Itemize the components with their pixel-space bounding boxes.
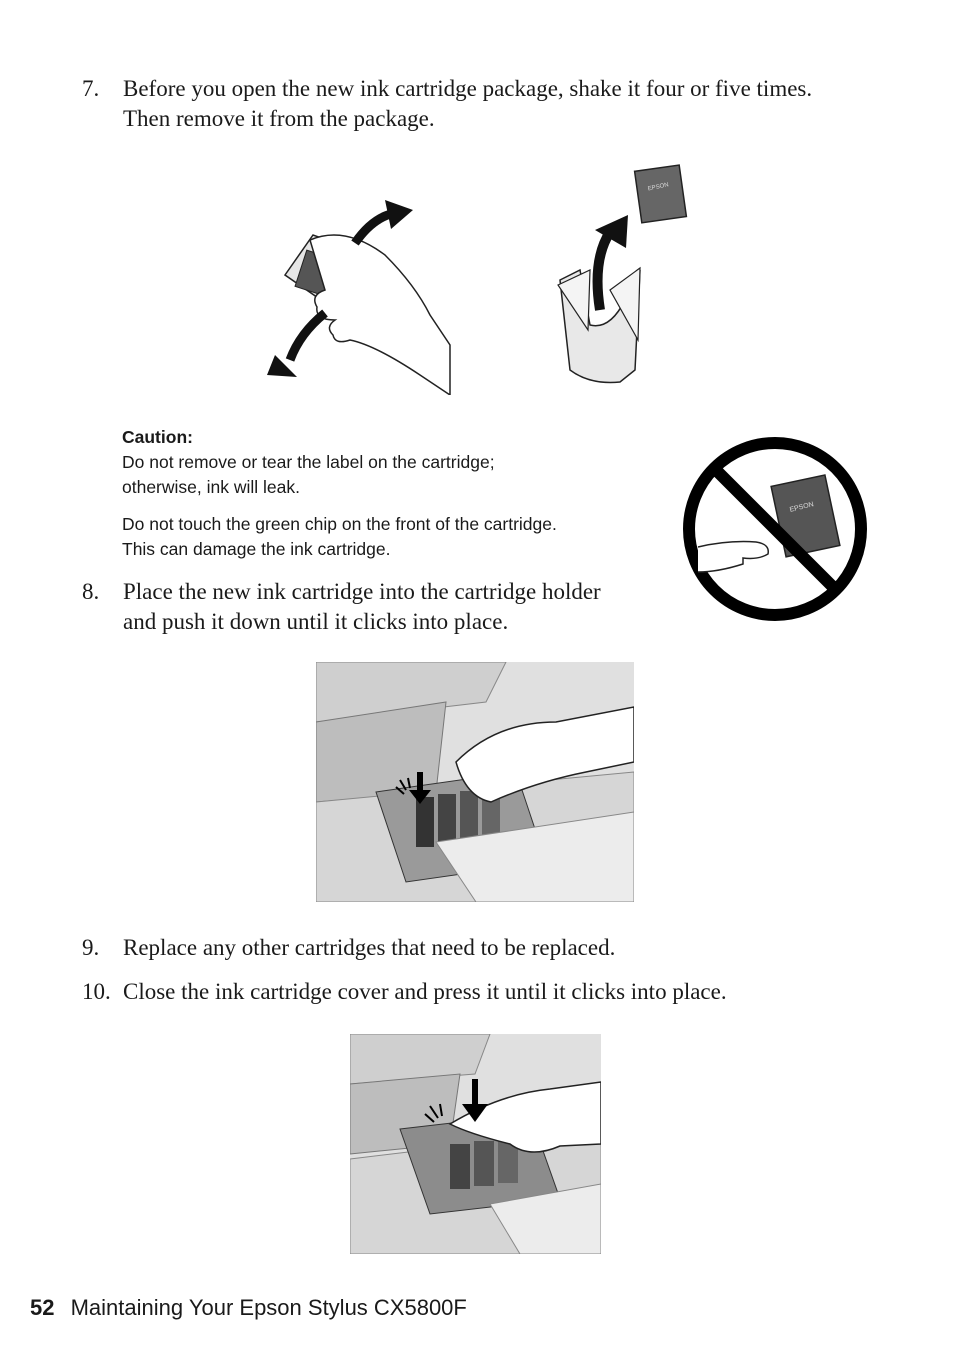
no-touch-chip-icon — [678, 432, 872, 626]
caution-heading: Caution: — [122, 427, 193, 447]
caution-text: Do not remove or tear the label on the cartridge; — [122, 452, 495, 472]
step-text-line2: and push it down until it clicks into place. — [123, 609, 509, 634]
caution-text: This can damage the ink cartridge. — [122, 539, 391, 559]
step-text-line1: Replace any other cartridges that need to be replaced. — [123, 935, 616, 960]
shake-cartridge-illustration — [255, 195, 465, 395]
step-9 — [82, 933, 782, 963]
step-8 — [82, 577, 682, 639]
cartridge-brand-label: EPSON — [789, 501, 815, 514]
step-text-line1: Close the ink cartridge cover and press it until it clicks into place. — [123, 979, 727, 1004]
close-cover-illustration — [350, 1034, 601, 1254]
step-text-line2: Then remove it from the package. — [123, 106, 435, 131]
cartridge-brand-label: EPSON — [647, 182, 670, 193]
insert-cartridge-illustration — [316, 662, 634, 902]
step-10 — [82, 977, 882, 1007]
step-number: 9. — [82, 935, 100, 960]
step-text-line1: Before you open the new ink cartridge package, shake it four or five times. — [123, 76, 813, 101]
step-number: 7. — [82, 76, 100, 101]
step-text-line1: Place the new ink cartridge into the cartridge holder — [123, 579, 601, 604]
step-number: 10. — [82, 979, 111, 1004]
page-number: 52 — [30, 1295, 55, 1320]
step-7 — [82, 74, 882, 136]
footer-title: Maintaining Your Epson Stylus CX5800F — [70, 1295, 467, 1320]
page-footer — [30, 1295, 467, 1321]
step-number: 8. — [82, 579, 100, 604]
caution-text: otherwise, ink will leak. — [122, 477, 300, 497]
caution-text: Do not touch the green chip on the front of the cartridge. — [122, 514, 557, 534]
caution-block — [122, 425, 662, 562]
unwrap-cartridge-illustration — [550, 160, 700, 390]
